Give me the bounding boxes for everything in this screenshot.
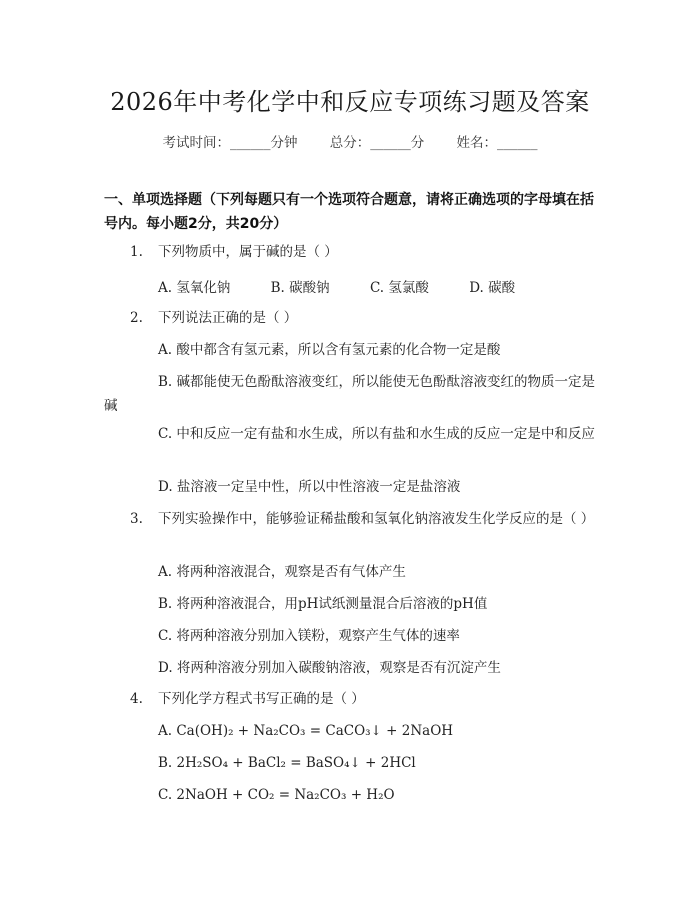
question-4-option-a [104,719,604,743]
option-a: A. 酸中都含有氢元素，所以含有氢元素的化合物一定是酸 [158,342,501,358]
option-b: B. 碳酸钠 [270,280,330,296]
exam-meta [0,131,700,151]
question-3-option-b [104,592,604,616]
question-2-option-b [104,370,604,418]
question-number: 1. [130,244,143,260]
option-c: C. 2NaOH + CO₂ = Na₂CO₃ + H₂O [158,787,395,803]
question-3 [104,507,604,531]
time-label: 考试时间：______分钟 [162,135,298,151]
option-b: B. 将两种溶液混合，用pH试纸测量混合后溶液的pH值 [158,596,488,612]
name-label: 姓名：______ [456,135,538,151]
question-1-options [158,276,551,296]
page-title: 2026年中考化学中和反应专项练习题及答案 [110,88,590,116]
question-3-option-a [104,560,604,584]
score-label: 总分：______分 [329,135,425,151]
question-4-option-b [104,751,604,775]
option-d: D. 盐溶液一定呈中性，所以中性溶液一定是盐溶液 [158,479,461,495]
option-c: C. 将两种溶液分别加入镁粉，观察产生气体的速率 [158,628,460,644]
question-3-option-c [104,624,604,648]
question-stem: 下列说法正确的是（ ） [158,310,298,326]
question-stem: 下列实验操作中，能够验证稀盐酸和氢氧化钠溶液发生化学反应的是（ ） [158,511,595,527]
question-2 [104,306,604,330]
question-2-option-c [104,422,604,446]
question-number: 3. [130,511,143,527]
section-heading: 一、单项选择题（下列每题只有一个选项符合题意，请将正确选项的字母填在括号内。每小题2分，共20分） [104,192,594,232]
question-stem: 下列化学方程式书写正确的是（ ） [158,691,365,707]
question-4-option-c [104,783,604,807]
question-number: 2. [130,310,143,326]
option-c: C. 中和反应一定有盐和水生成，所以有盐和水生成的反应一定是中和反应 [158,426,595,442]
option-d: D. 碳酸 [469,280,516,296]
option-b: B. 2H₂SO₄ + BaCl₂ = BaSO₄↓ + 2HCl [158,755,416,771]
option-a: A. 氢氧化钠 [158,280,231,296]
option-c: C. 氢氯酸 [369,280,429,296]
question-number: 4. [130,691,143,707]
question-2-option-a [104,338,604,362]
option-b: B. 碱都能使无色酚酞溶液变红，所以能使无色酚酞溶液变红的物质一定是碱 [104,374,596,414]
question-stem: 下列物质中，属于碱的是（ ） [158,244,338,260]
option-a: A. 将两种溶液混合，观察是否有气体产生 [158,564,406,580]
question-1 [104,240,604,264]
option-a: A. Ca(OH)₂ + Na₂CO₃ = CaCO₃↓ + 2NaOH [158,723,454,739]
question-2-option-d [104,475,604,499]
question-4 [104,687,604,711]
option-d: D. 将两种溶液分别加入碳酸钠溶液，观察是否有沉淀产生 [158,660,501,676]
question-3-option-d [104,656,604,680]
